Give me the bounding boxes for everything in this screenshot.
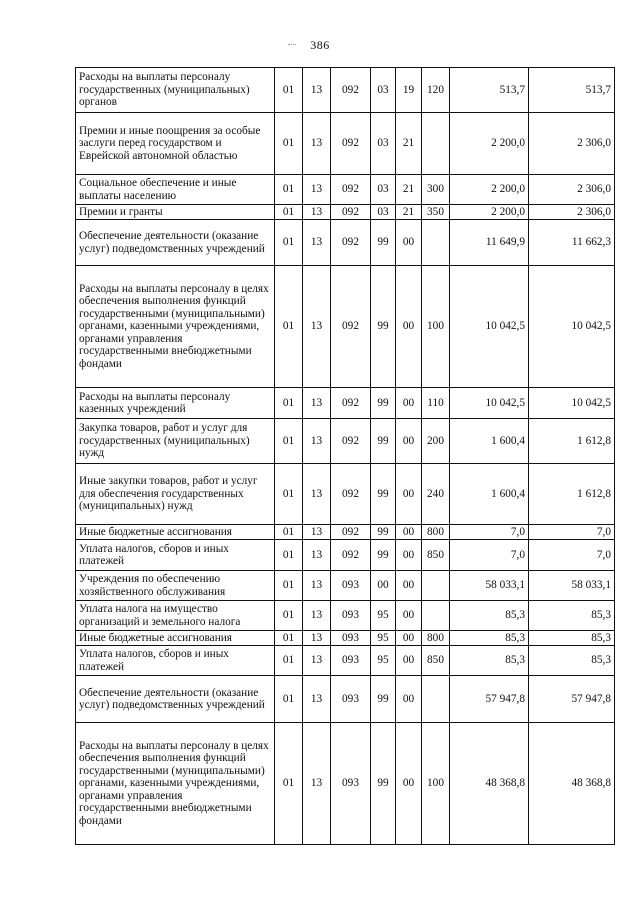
row-name: Учреждения по обеспечению хозяйственного обслуживания xyxy=(76,571,275,601)
row-target-program: 092 xyxy=(331,266,371,388)
row-target-item: 00 xyxy=(396,676,422,723)
row-target-program: 093 xyxy=(331,646,371,676)
row-subsection: 13 xyxy=(303,464,331,525)
row-sum-2: 10 042,5 xyxy=(529,388,615,419)
table-row xyxy=(76,540,615,571)
row-sum-2: 48 368,8 xyxy=(529,723,615,845)
row-section: 01 xyxy=(275,723,303,845)
row-section: 01 xyxy=(275,676,303,723)
row-name: Иные закупки товаров, работ и услуг для обеспечения государственных (муниципальных) нужд xyxy=(76,464,275,525)
row-target-sub: 99 xyxy=(371,525,396,540)
row-section: 01 xyxy=(275,525,303,540)
table-row xyxy=(76,388,615,419)
table-row xyxy=(76,676,615,723)
row-section: 01 xyxy=(275,205,303,220)
table-row xyxy=(76,220,615,266)
row-sum-2: 2 306,0 xyxy=(529,175,615,205)
row-name: Социальное обеспечение и иные выплаты населению xyxy=(76,175,275,205)
row-target-sub: 95 xyxy=(371,631,396,646)
row-name: Расходы на выплаты персоналу казенных учреждений xyxy=(76,388,275,419)
row-sum-2: 85,3 xyxy=(529,646,615,676)
row-target-program: 093 xyxy=(331,676,371,723)
row-sum-1: 7,0 xyxy=(450,525,529,540)
row-target-sub: 00 xyxy=(371,571,396,601)
row-sum-2: 58 033,1 xyxy=(529,571,615,601)
row-section: 01 xyxy=(275,113,303,175)
row-subsection: 13 xyxy=(303,419,331,464)
row-subsection: 13 xyxy=(303,205,331,220)
row-sum-2: 10 042,5 xyxy=(529,266,615,388)
row-name: Уплата налогов, сборов и иных платежей xyxy=(76,540,275,571)
budget-table xyxy=(75,67,615,845)
row-sum-1: 7,0 xyxy=(450,540,529,571)
row-sum-1: 57 947,8 xyxy=(450,676,529,723)
table-row xyxy=(76,68,615,113)
table-row xyxy=(76,723,615,845)
table-row xyxy=(76,525,615,540)
row-target-sub: 99 xyxy=(371,388,396,419)
row-target-sub: 03 xyxy=(371,113,396,175)
row-expense-type: 350 xyxy=(422,205,450,220)
row-name: Закупка товаров, работ и услуг для государственных (муниципальных) нужд xyxy=(76,419,275,464)
row-expense-type: 120 xyxy=(422,68,450,113)
row-section: 01 xyxy=(275,175,303,205)
row-target-program: 092 xyxy=(331,464,371,525)
row-section: 01 xyxy=(275,419,303,464)
row-subsection: 13 xyxy=(303,631,331,646)
row-expense-type xyxy=(422,601,450,631)
row-target-item: 19 xyxy=(396,68,422,113)
row-subsection: 13 xyxy=(303,540,331,571)
row-target-sub: 99 xyxy=(371,220,396,266)
row-section: 01 xyxy=(275,68,303,113)
row-sum-1: 58 033,1 xyxy=(450,571,529,601)
row-target-item: 00 xyxy=(396,266,422,388)
row-subsection: 13 xyxy=(303,601,331,631)
row-name: Расходы на выплаты персоналу в целях обеспечения выполнения функций государственными (муниципальными) органами, казенными учреждениями, органами управления государственными внебюджетными фондами xyxy=(76,723,275,845)
row-section: 01 xyxy=(275,220,303,266)
row-subsection: 13 xyxy=(303,220,331,266)
row-sum-1: 85,3 xyxy=(450,631,529,646)
row-target-item: 00 xyxy=(396,540,422,571)
row-target-program: 092 xyxy=(331,540,371,571)
row-target-sub: 95 xyxy=(371,646,396,676)
row-target-sub: 99 xyxy=(371,266,396,388)
row-sum-1: 2 200,0 xyxy=(450,113,529,175)
row-target-program: 092 xyxy=(331,220,371,266)
row-expense-type: 100 xyxy=(422,266,450,388)
row-target-sub: 03 xyxy=(371,68,396,113)
row-target-sub: 99 xyxy=(371,464,396,525)
row-expense-type: 850 xyxy=(422,540,450,571)
row-target-program: 093 xyxy=(331,571,371,601)
row-name: Уплата налогов, сборов и иных платежей xyxy=(76,646,275,676)
row-sum-1: 85,3 xyxy=(450,646,529,676)
row-subsection: 13 xyxy=(303,68,331,113)
row-sum-1: 10 042,5 xyxy=(450,388,529,419)
row-subsection: 13 xyxy=(303,113,331,175)
row-target-sub: 99 xyxy=(371,676,396,723)
row-target-program: 093 xyxy=(331,601,371,631)
row-target-item: 21 xyxy=(396,113,422,175)
row-name: Обеспечение деятельности (оказание услуг) подведомственных учреждений xyxy=(76,676,275,723)
row-sum-1: 10 042,5 xyxy=(450,266,529,388)
row-target-sub: 99 xyxy=(371,419,396,464)
row-target-item: 00 xyxy=(396,723,422,845)
row-subsection: 13 xyxy=(303,175,331,205)
row-subsection: 13 xyxy=(303,388,331,419)
row-target-item: 00 xyxy=(396,601,422,631)
row-subsection: 13 xyxy=(303,723,331,845)
row-name: Иные бюджетные ассигнования xyxy=(76,525,275,540)
row-target-program: 092 xyxy=(331,175,371,205)
row-target-program: 092 xyxy=(331,525,371,540)
row-section: 01 xyxy=(275,601,303,631)
table-row xyxy=(76,464,615,525)
row-expense-type: 240 xyxy=(422,464,450,525)
row-name: Премии и иные поощрения за особые заслуги перед государством и Еврейской автономной областью xyxy=(76,113,275,175)
row-sum-2: 2 306,0 xyxy=(529,205,615,220)
row-section: 01 xyxy=(275,646,303,676)
row-subsection: 13 xyxy=(303,266,331,388)
row-subsection: 13 xyxy=(303,646,331,676)
row-target-item: 00 xyxy=(396,419,422,464)
table-row xyxy=(76,419,615,464)
row-sum-1: 85,3 xyxy=(450,601,529,631)
row-sum-1: 11 649,9 xyxy=(450,220,529,266)
row-target-sub: 95 xyxy=(371,601,396,631)
row-section: 01 xyxy=(275,571,303,601)
row-target-program: 092 xyxy=(331,205,371,220)
row-name: Расходы на выплаты персоналу государственных (муниципальных) органов xyxy=(76,68,275,113)
row-section: 01 xyxy=(275,631,303,646)
scan-speck xyxy=(288,44,296,47)
row-sum-2: 85,3 xyxy=(529,631,615,646)
table-row xyxy=(76,631,615,646)
row-expense-type: 800 xyxy=(422,525,450,540)
row-target-sub: 03 xyxy=(371,205,396,220)
row-expense-type xyxy=(422,220,450,266)
row-name: Расходы на выплаты персоналу в целях обеспечения выполнения функций государственными (муниципальными) органами, казенными учреждениями, органами управления государственными внебюджетными фондами xyxy=(76,266,275,388)
row-sum-2: 1 612,8 xyxy=(529,419,615,464)
row-target-item: 00 xyxy=(396,525,422,540)
row-name: Обеспечение деятельности (оказание услуг) подведомственных учреждений xyxy=(76,220,275,266)
row-sum-2: 85,3 xyxy=(529,601,615,631)
row-section: 01 xyxy=(275,464,303,525)
row-target-sub: 03 xyxy=(371,175,396,205)
row-expense-type xyxy=(422,571,450,601)
row-section: 01 xyxy=(275,388,303,419)
row-sum-1: 1 600,4 xyxy=(450,464,529,525)
row-target-program: 092 xyxy=(331,419,371,464)
row-target-item: 00 xyxy=(396,631,422,646)
row-sum-1: 2 200,0 xyxy=(450,175,529,205)
table-row xyxy=(76,571,615,601)
row-target-program: 093 xyxy=(331,723,371,845)
row-sum-2: 1 612,8 xyxy=(529,464,615,525)
row-target-program: 093 xyxy=(331,631,371,646)
table-row xyxy=(76,266,615,388)
row-sum-2: 7,0 xyxy=(529,525,615,540)
row-target-program: 092 xyxy=(331,388,371,419)
row-subsection: 13 xyxy=(303,676,331,723)
row-sum-2: 11 662,3 xyxy=(529,220,615,266)
row-target-item: 00 xyxy=(396,220,422,266)
row-sum-2: 7,0 xyxy=(529,540,615,571)
row-target-item: 00 xyxy=(396,388,422,419)
row-target-sub: 99 xyxy=(371,540,396,571)
row-sum-2: 57 947,8 xyxy=(529,676,615,723)
table-row xyxy=(76,646,615,676)
row-expense-type: 110 xyxy=(422,388,450,419)
row-sum-2: 2 306,0 xyxy=(529,113,615,175)
row-expense-type xyxy=(422,113,450,175)
row-expense-type: 300 xyxy=(422,175,450,205)
table-row xyxy=(76,601,615,631)
row-expense-type: 800 xyxy=(422,631,450,646)
row-target-item: 00 xyxy=(396,464,422,525)
row-target-sub: 99 xyxy=(371,723,396,845)
row-section: 01 xyxy=(275,266,303,388)
row-expense-type: 200 xyxy=(422,419,450,464)
row-target-item: 21 xyxy=(396,175,422,205)
row-sum-1: 1 600,4 xyxy=(450,419,529,464)
row-target-item: 21 xyxy=(396,205,422,220)
row-expense-type: 850 xyxy=(422,646,450,676)
row-sum-1: 48 368,8 xyxy=(450,723,529,845)
table-row xyxy=(76,113,615,175)
page-number: 386 xyxy=(310,38,330,52)
row-target-item: 00 xyxy=(396,571,422,601)
row-subsection: 13 xyxy=(303,571,331,601)
row-name: Премии и гранты xyxy=(76,205,275,220)
row-sum-2: 513,7 xyxy=(529,68,615,113)
row-expense-type xyxy=(422,676,450,723)
table-row xyxy=(76,175,615,205)
row-name: Иные бюджетные ассигнования xyxy=(76,631,275,646)
row-subsection: 13 xyxy=(303,525,331,540)
row-sum-1: 2 200,0 xyxy=(450,205,529,220)
row-section: 01 xyxy=(275,540,303,571)
row-target-program: 092 xyxy=(331,113,371,175)
table-row xyxy=(76,205,615,220)
row-sum-1: 513,7 xyxy=(450,68,529,113)
row-target-item: 00 xyxy=(396,646,422,676)
row-expense-type: 100 xyxy=(422,723,450,845)
row-target-program: 092 xyxy=(331,68,371,113)
row-name: Уплата налога на имущество организаций и земельного налога xyxy=(76,601,275,631)
